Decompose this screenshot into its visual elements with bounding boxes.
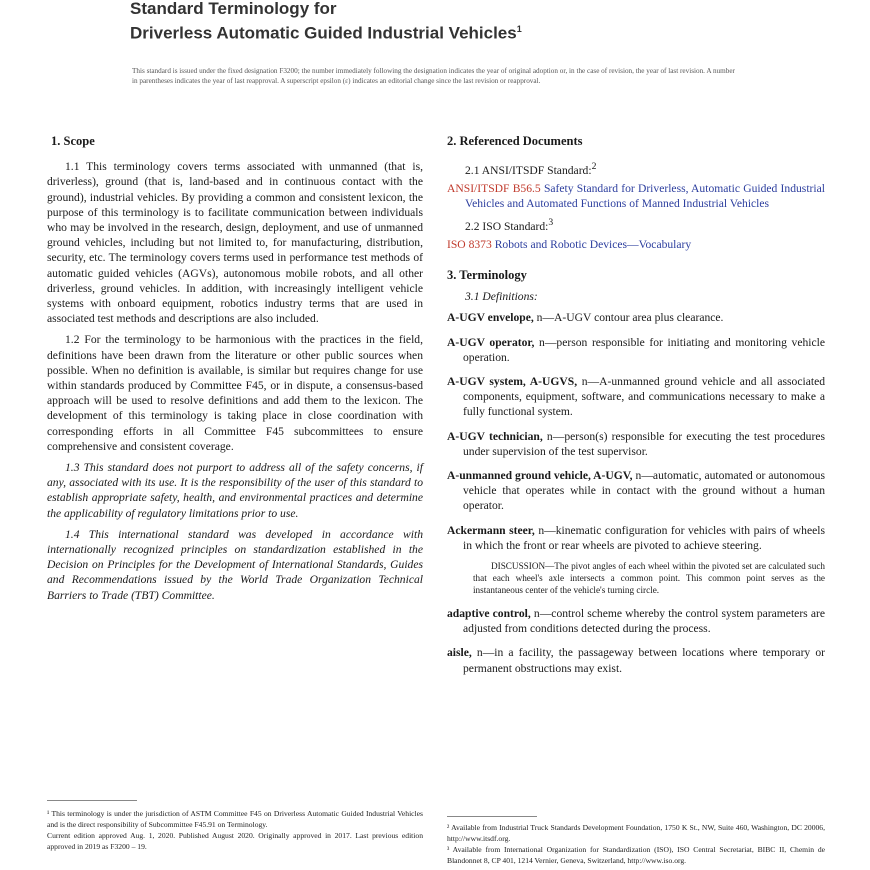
footnote-1-edition: Current edition approved Aug. 1, 2020. Published August 2020. Originally approved in 2017. Last previous edition approved in 2019 as F3200 – 19. (47, 831, 423, 851)
term-entry (447, 310, 825, 325)
term-name: adaptive control, (447, 606, 531, 620)
term-definition: n—kinematic configuration for vehicles with pairs of wheels in which the front or rear wheels are pivoted to achieve steering. (463, 523, 826, 552)
scope-1-3: 1.3 This standard does not purport to address all of the safety concerns, if any, associated with its use. It is the responsibility of the user of this standard to establish appropriate safety, health, and environmental practices and determine the applicability of regulatory limitations prior to use. (47, 461, 423, 520)
term-name: A-UGV envelope, (447, 311, 534, 325)
scope-heading: 1. Scope (51, 134, 95, 148)
title-footnote-marker: 1 (516, 24, 522, 34)
iso-8373-title[interactable]: Robots and Robotic Devices—Vocabulary (494, 237, 692, 251)
designation-note: This standard is issued under the fixed designation F3200; the number immediately following the designation indicates the year of original adoption or, in the case of revision, the year of last revision. A number in parentheses indicates the year of last reapproval. A superscript epsilon (ε) indicates an editorial change since the last revision or reapproval. (132, 67, 735, 85)
term-entry (447, 645, 825, 675)
footnotes-left (47, 808, 423, 852)
discussion-note: DISCUSSION—The pivot angles of each wheel within the pivoted set are calculated such that each wheel's axle intersects a common point. This common point serves as the instantaneous center of the vehicle's turning circle. (473, 560, 825, 595)
term-name: Ackermann steer, (447, 523, 535, 537)
iso-standard-label: 2.2 ISO Standard: (465, 219, 549, 233)
term-definition: n—automatic, automated or autonomous vehicle that operates while in contact with the ground without a human operator. (463, 468, 825, 513)
right-column (447, 134, 825, 685)
term-definition: n—person(s) responsible for executing the test procedures under supervision of the test supervisor. (463, 429, 825, 458)
title-line-2: Driverless Automatic Guided Industrial Vehicles (130, 23, 517, 43)
footnote-1: ¹ This terminology is under the jurisdiction of ASTM Committee F45 on Driverless Automatic Guided Industrial Vehicles and is the direct responsibility of Subcommittee F45.91 on Terminology. (47, 809, 423, 829)
footnote-3: ³ Available from International Organization for Standardization (ISO), ISO Central Secretariat, BIBC II, Chemin de Blandonnet 8, CP 401, 1214 Vernier, Geneva, Switzerland, http://www.iso.org. (447, 845, 825, 865)
term-name: A-UGV operator, (447, 335, 535, 349)
term-name: A-unmanned ground vehicle, A-UGV, (447, 468, 633, 482)
footnote-divider-right (447, 816, 537, 817)
terminology-heading: 3. Terminology (447, 267, 527, 282)
footnote-2: ² Available from Industrial Truck Standards Development Foundation, 1750 K St., NW, Suite 460, Washington, DC 20006, http://www.itsdf.org. (447, 823, 825, 843)
term-entry (447, 429, 825, 459)
footnote-marker-2: 2 (591, 161, 597, 173)
footnote-divider-left (47, 800, 137, 801)
term-name: A-UGV system, A-UGVS, (447, 374, 578, 388)
footnotes-right (447, 822, 825, 866)
scope-1-4: 1.4 This international standard was developed in accordance with internationally recognized principles on standardization established in the Decision on Principles for the Development of International Standards, Guides and Recommendations issued by the World Trade Organization Technical Barriers to Trade (TBT) Committee. (47, 527, 423, 602)
term-entry (447, 606, 825, 636)
scope-1-2: 1.2 For the terminology to be harmonious with the practices in the field, definitions have been drawn from the literature or other public sources when possible. When no definition is available, is similar but requires change for use within standards produced by Committee F45, or in dispute, a consensus-based approach will be used to resolve definitions and add them to the lexicon. The development of this terminology is taking place in close coordination with corresponding efforts in all Committee F45 subcommittees to ensure comprehensive and consistent coverage. (47, 333, 423, 453)
term-name: aisle, (447, 646, 472, 660)
scope-1-1: 1.1 This terminology covers terms associated with unmanned (that is, driverless), ground (that is, land-based and in continuous contact with the ground), industrial vehicles. By providing a common and consistent lexicon, the purpose of this terminology is to facilitate communication between individuals who may be involved in the research, design, deployment, and use of unmanned ground vehicles, including but not limited to, for manufacturing, distribution, security, etc. The terminology covers terms used in performance test methods of automatic guided vehicles (AGVs), autonomous mobile robots, and all other driverless, ground vehicles. In addition, with increasingly intelligent vehicle systems with onboard equipment, robotics industry terms that are used in associated test methods and descriptions are also included. (47, 160, 423, 326)
ansi-standard-label: 2.1 ANSI/ITSDF Standard: (465, 164, 592, 178)
left-column (47, 134, 423, 609)
term-entry (447, 335, 825, 365)
ansi-b56-link[interactable]: ANSI/ITSDF B56.5 (447, 182, 541, 196)
iso-8373-link[interactable]: ISO 8373 (447, 237, 492, 251)
document-title (130, 0, 770, 44)
definitions-subheading: 3.1 Definitions: (465, 290, 538, 304)
term-entry (447, 374, 825, 420)
term-definition: n—A-unmanned ground vehicle and all associated components, equipment, software, and communications necessary to make a fully functional system. (463, 374, 826, 419)
term-entry (447, 468, 825, 514)
term-entry (447, 523, 825, 553)
title-line-1: Standard Terminology for (130, 0, 337, 18)
term-name: A-UGV technician, (447, 429, 543, 443)
footnote-marker-3: 3 (548, 216, 554, 228)
term-definition: n—person responsible for initiating and monitoring vehicle operation. (463, 335, 825, 364)
referenced-documents-heading: 2. Referenced Documents (447, 134, 583, 148)
ansi-b56-title[interactable]: Safety Standard for Driverless, Automatic Guided Industrial Vehicles and Automated Functions of Manned Industrial Vehicles (465, 182, 825, 211)
term-definition: n—in a facility, the passageway between locations where temporary or permanent obstructions may exist. (463, 646, 825, 675)
term-definition: n—A-UGV contour area plus clearance. (536, 311, 724, 325)
term-definition: n—control scheme whereby the control system parameters are adjusted from conditions detected during the process. (463, 606, 825, 636)
